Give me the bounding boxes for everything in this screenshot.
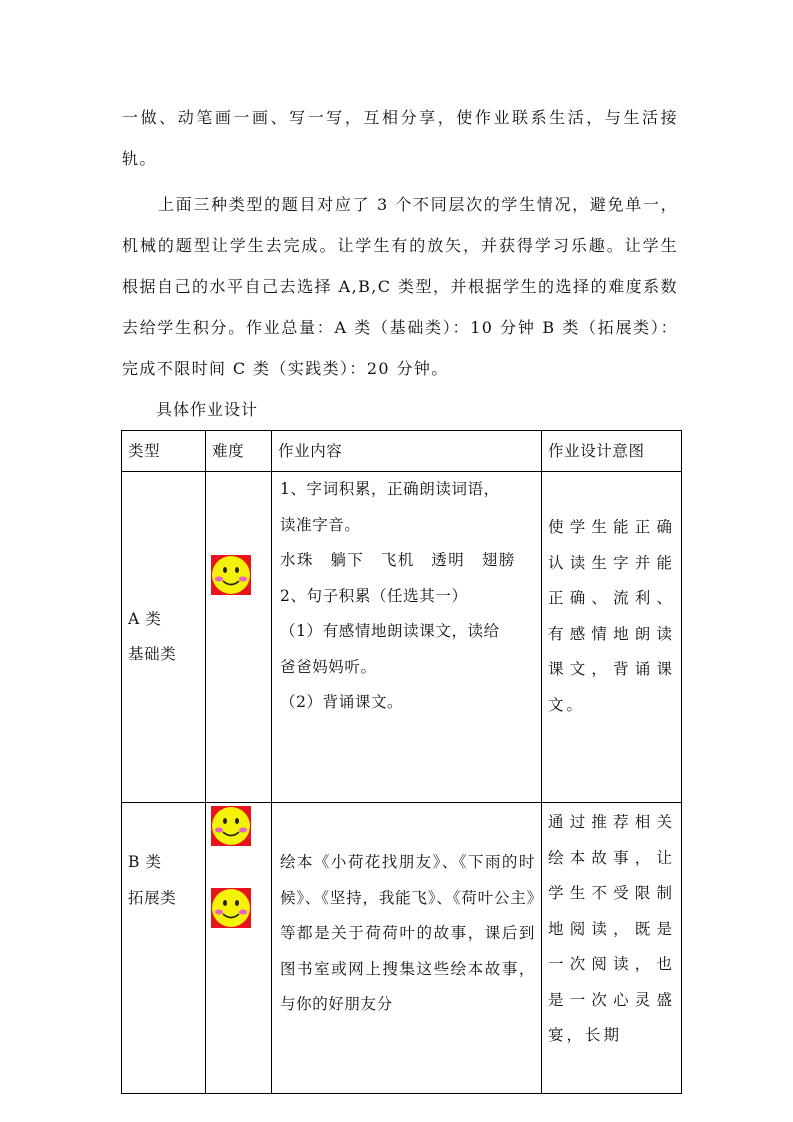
type-b-label: B 类 <box>128 853 162 871</box>
content-a-line-4: 2、句子积累（任选其一） <box>280 586 468 605</box>
content-cell-a <box>272 472 542 803</box>
table-row-b <box>122 803 682 1094</box>
smiley-face-icon <box>211 806 251 846</box>
type-cell-b <box>122 803 206 1094</box>
smiley-face-icon <box>211 888 251 928</box>
table-header-row <box>122 431 682 472</box>
paragraph-activities: 一做、动笔画一画、写一写，互相分享，使作业联系生活，与生活接轨。 <box>122 108 678 168</box>
paragraph-levels: 上面三种类型的题目对应了 3 个不同层次的学生情况，避免单一，机械的题型让学生去完成。让学生有的放矢，并获得学习乐趣。让学生根据自己的水平自己去选择 A,B,C 类型，并根据学生的选择的难度系数去给学生积分。作业总量：A 类（基础类）：10 分钟 B 类（拓展类）：完成不限时间 C 类（实践类）：20 分钟。 <box>122 195 678 378</box>
section-heading: 具体作业设计 <box>156 400 259 419</box>
type-a-label: A 类 <box>128 609 162 628</box>
content-a-line-5: （1）有感情地朗读课文，读给 <box>280 622 500 640</box>
type-a-category: 基础类 <box>128 645 177 663</box>
header-type: 类型 <box>122 431 206 472</box>
smiley-face-icon <box>211 555 251 595</box>
content-a-line-1: 1、字词积累，正确朗读词语， <box>280 480 500 498</box>
type-b-category: 拓展类 <box>128 888 177 907</box>
content-a-line-2: 读准字音。 <box>280 515 361 534</box>
header-difficulty: 难度 <box>206 431 272 472</box>
intent-cell-b: 通过推荐相关绘本故事，让学生不受限制地阅读，既是一次阅读，也是一次心灵盛宴，长期 <box>542 803 682 1094</box>
difficulty-cell-b <box>206 803 272 1094</box>
content-a-line-7: （2）背诵课文。 <box>280 693 404 711</box>
header-content: 作业内容 <box>272 431 542 472</box>
content-a-vocab: 水珠 躺下 飞机 透明 翅膀 <box>280 551 516 569</box>
intent-cell-a: 使学生能正确认读生字并能正确、流利、有感情地朗读课文，背诵课文。 <box>542 472 682 803</box>
content-cell-b: 绘本《小荷花找朋友》、《下雨的时候》、《坚持，我能飞》、《荷叶公主》等都是关于荷荷叶的故事，课后到图书室或网上搜集这些绘本故事，与你的好朋友分 <box>272 803 542 1094</box>
table-row-a <box>122 472 682 803</box>
difficulty-cell-a <box>206 472 272 803</box>
homework-design-table <box>121 430 682 1094</box>
type-cell-a <box>122 472 206 803</box>
content-a-line-6: 爸爸妈妈听。 <box>280 657 377 676</box>
header-intent: 作业设计意图 <box>542 431 682 472</box>
